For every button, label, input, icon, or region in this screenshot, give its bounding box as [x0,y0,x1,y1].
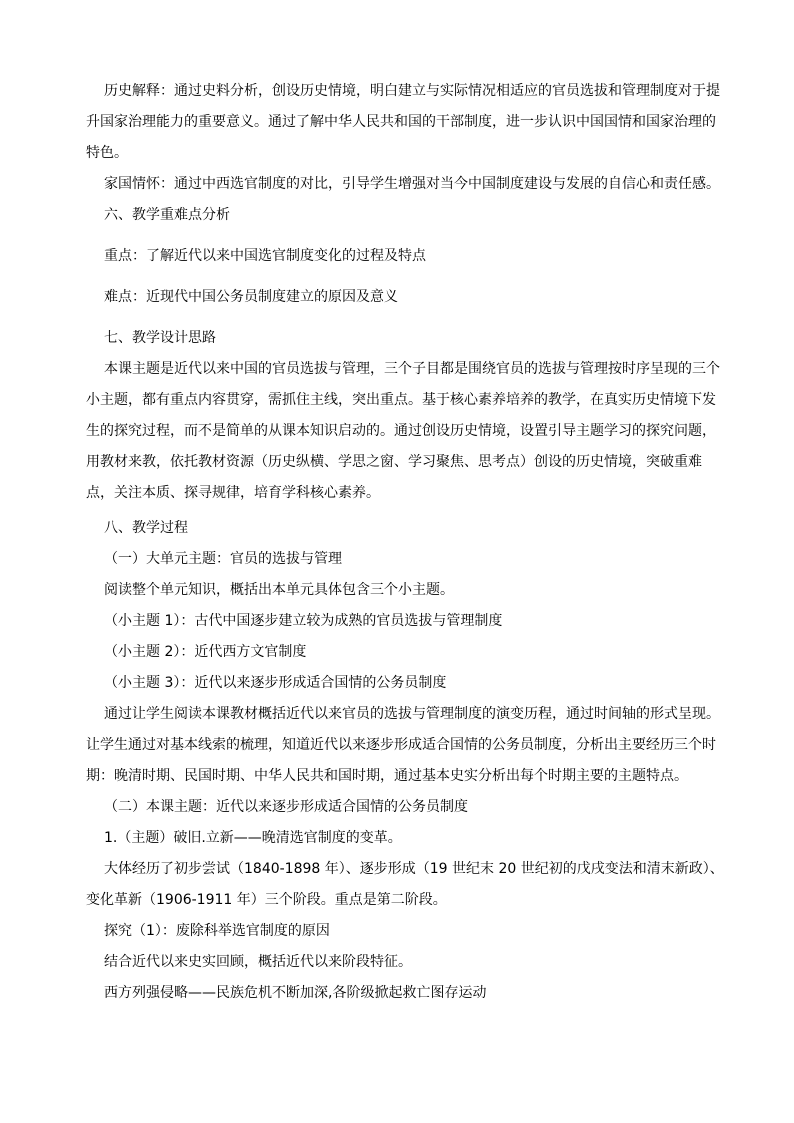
paragraph-history-interpretation: 历史解释：通过史料分析，创设历史情境，明白建立与实际情况相适应的官员选拔和管理制度对于提升国家治理能力的重要意义。通过了解中华人民共和国的干部制度，进一步认识中国国情和国家治理的特色。 [86,83,720,161]
paragraph-theme-1: 1.（主题）破旧.立新——晚清选官制度的变革。 [104,830,402,846]
section-heading-8: 八、教学过程 [104,520,188,536]
list-item-subtheme-1: （小主题 1）：古代中国逐步建立较为成熟的官员选拔与管理制度 [104,613,503,629]
subheading-lesson-theme: （二）本课主题：近代以来逐步形成适合国情的公务员制度 [104,799,468,815]
section-heading-7: 七、教学设计思路 [104,330,216,346]
section-heading-6: 六、教学重难点分析 [104,207,230,223]
paragraph-design-idea: 本课主题是近代以来中国的官员选拔与管理，三个子目都是围绕官员的选拔与管理按时序呈现的三个小主题，都有重点内容贯穿，需抓住主线，突出重点。基于核心素养培养的教学，在真实历史情境下发生的探究过程，而不是简单的从课本知识启动的。通过创设历史情境，设置引导主题学习的探究问题，用教材来教，依托教材资源（历史纵横、学思之窗、学习聚焦、思考点）创设的历史情境，突破重难点，关注本质、探寻规律，培育学科核心素养。 [86,361,720,501]
document-body [86,76,726,1009]
paragraph-patriotism: 家国情怀：通过中西选官制度的对比，引导学生增强对当今中国制度建设与发展的自信心和责任感。 [104,176,720,192]
paragraph-read-unit: 阅读整个单元知识，概括出本单元具体包含三个小主题。 [104,582,454,598]
paragraph-timeline: 通过让学生阅读本课教材概括近代以来官员的选拔与管理制度的演变历程，通过时间轴的形式呈现。让学生通过对基本线索的梳理，知道近代以来逐步形成适合国情的公务员制度，分析出主要经历三个时期：晚清时期、民国时期、中华人民共和国时期，通过基本史实分析出每个时期主要的主题特点。 [86,706,720,784]
paragraph-difficult-point: 难点：近现代中国公务员制度建立的原因及意义 [104,289,398,305]
paragraph-three-stages: 大体经历了初步尝试（1840-1898 年）、逐步形成（19 世纪末 20 世纪初的戊戌变法和清末新政）、变化革新（1906-1911 年）三个阶段。重点是第二阶段。 [86,861,724,908]
paragraph-key-point: 重点：了解近代以来中国选官制度变化的过程及特点 [104,248,426,264]
paragraph-western-invasion: 西方列强侵略——民族危机不断加深,各阶级掀起救亡图存运动 [104,985,487,1001]
list-item-subtheme-3: （小主题 3）：近代以来逐步形成适合国情的公务员制度 [104,675,447,691]
subheading-unit-theme: （一）大单元主题：官员的选拔与管理 [104,551,342,567]
list-item-subtheme-2: （小主题 2）：近代西方文官制度 [104,644,307,660]
paragraph-review: 结合近代以来史实回顾，概括近代以来阶段特征。 [104,954,412,970]
paragraph-inquiry-1: 探究（1）：废除科举选官制度的原因 [104,923,330,939]
